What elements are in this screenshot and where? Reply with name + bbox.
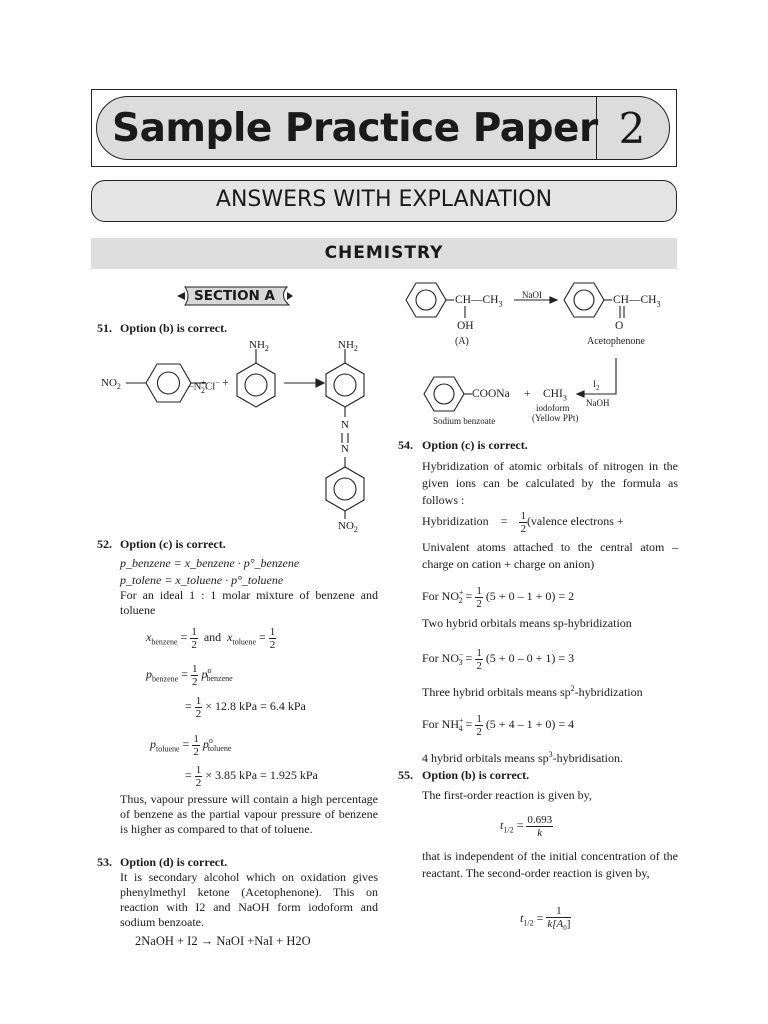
q51-no2-bottom: $NO_2$ xyxy=(338,520,358,535)
scheme-carbonyl-o: O xyxy=(615,320,624,332)
q55-text2: that is independent of the initial concentration of the reactant. The second-order reaction is given by, xyxy=(422,849,678,880)
q54-no2-note: Two hybrid orbitals means sp-hybridization xyxy=(422,616,632,630)
benzene-ring-benzoate xyxy=(424,377,464,411)
scheme-naoh: NaOH xyxy=(586,398,610,408)
q54-nh4-note: 4 hybrid orbitals means $sp^3$-hybridisation. xyxy=(422,750,623,765)
q52-number: 52. xyxy=(97,537,112,551)
q55-second-order-formula: $t_{1/2}$ = $\frac{1}{k[A_0]}$ xyxy=(520,904,571,932)
scheme-coona: COONa xyxy=(472,388,510,400)
q52-p-benzene-value: = $\frac{1}{2}$ × 12.8 kPa = 6.4 kPa xyxy=(185,694,306,720)
scheme-oh: OH xyxy=(457,320,474,332)
scheme-a-sidechain: $CH—CH_3$ xyxy=(455,294,503,309)
paper-title: Sample Practice Paper xyxy=(112,106,598,151)
q51-plus: + xyxy=(222,375,229,389)
q55-text1: The first-order reaction is given by, xyxy=(422,788,592,802)
q52-p-toluene: $p_{toluene}$ = $\frac{1}{2}$ $p^o_{toluene}$ xyxy=(150,732,232,758)
q51-answer: Option (b) is correct. xyxy=(120,321,228,335)
scheme-plus: + xyxy=(524,388,531,400)
scheme-acetophenone-label: Acetophenone xyxy=(587,336,645,347)
q52-eq2: p_tolene = x_toluene · p°_toluene xyxy=(120,573,284,587)
q51-azo-n2: N xyxy=(341,443,349,455)
q54-nh4-calc: For $NH^+_4$ = $\frac{1}{2}$ (5 + 4 – 1 + 0) = 4 xyxy=(422,712,575,738)
benzene-ring-middle xyxy=(237,363,275,407)
q55-number: 55. xyxy=(398,768,413,782)
scheme-i2: $I_2$ xyxy=(593,379,600,392)
q54-intro: Hybridization of atomic orbitals of nitrogen in the given ions can be calculated by the formula as follows : xyxy=(422,459,678,507)
scheme-sodium-benzoate: Sodium benzoate xyxy=(433,416,496,426)
q52-eq1: p_benzene = x_benzene · p°_benzene xyxy=(120,556,300,570)
q53-text: It is secondary alcohol which on oxidation gives phenylmethyl ketone (Acetophenone). This on reaction with I2 and NaOH form iodoform and sodium benzoate. xyxy=(120,870,378,929)
q54-no3-calc: For $NO^-_3$ = $\frac{1}{2}$ (5 + 0 – 0 + 1) = 3 xyxy=(422,646,575,672)
benzene-ring-product-bottom xyxy=(326,467,364,511)
scheme-acetophenone-sidechain: $CH—CH_3$ xyxy=(613,294,661,309)
scheme-a-label: (A) xyxy=(455,336,469,347)
q55-answer: Option (b) is correct. xyxy=(422,768,530,782)
subject-heading: CHEMISTRY xyxy=(91,238,677,269)
benzene-ring-acetophenone xyxy=(564,283,604,317)
benzene-ring-product-top xyxy=(326,363,364,407)
scheme-chi3: $CHI_3$ xyxy=(543,388,567,403)
q51-number: 51. xyxy=(97,321,112,335)
q55-first-order-formula: $t_{1/2}$ = $\frac{0.693}{k}$ xyxy=(500,813,553,839)
q52-text1: For an ideal 1 : 1 molar mixture of benzene and toluene xyxy=(120,588,378,617)
benzene-ring-left xyxy=(146,364,191,402)
paper-number: 2 xyxy=(618,104,646,153)
q52-p-benzene: $p_{benzene}$ = $\frac{1}{2}$ $p^o_{benzene}$ xyxy=(146,662,233,688)
q51-azo-n1: N xyxy=(341,419,349,431)
scheme-yellow-ppt: (Yellow PPt) xyxy=(532,413,579,423)
q53-answer: Option (d) is correct. xyxy=(120,855,228,869)
benzene-ring-a xyxy=(406,283,446,317)
q51-structure xyxy=(96,335,386,540)
q54-hyb-formula: Hybridization = $\frac{1}{2}$ (valence electrons + xyxy=(422,509,624,535)
q52-conclusion: Thus, vapour pressure will contain a high percentage of benzene as the partial vapour pressure of benzene is higher as compared to that of toluene. xyxy=(120,792,378,836)
q54-no2-calc: For $NO^+_2$ = $\frac{1}{2}$ (5 + 0 – 1 + 0) = 2 xyxy=(422,584,575,610)
q54-answer: Option (c) is correct. xyxy=(422,438,528,452)
q52-p-toluene-value: = $\frac{1}{2}$ × 3.85 kPa = 1.925 kPa xyxy=(185,763,318,789)
scheme-naoi: NaOI xyxy=(522,290,542,300)
q51-nh2-reactant: $NH_2$ xyxy=(249,339,269,354)
q53-equation: 2NaOH + I2 → NaOI +NaI + H2O xyxy=(135,934,311,948)
q53-number: 53. xyxy=(97,855,112,869)
q54-no3-note: Three hybrid orbitals means $sp^2$-hybridization xyxy=(422,684,643,699)
q52-answer: Option (c) is correct. xyxy=(120,537,226,551)
q52-x-line: $x_{benzene}$ = $\frac{1}{2}$ and $x_{toluene}$ = $\frac{1}{2}$ xyxy=(146,625,276,651)
section-label: SECTION A xyxy=(194,288,276,304)
q51-no2-left: $NO_2$ xyxy=(101,377,121,392)
q54-number: 54. xyxy=(398,438,413,452)
scheme-iodoform: iodoform xyxy=(536,403,570,413)
q51-nh2-product: $NH_2$ xyxy=(338,339,358,354)
answers-heading: ANSWERS WITH EXPLANATION xyxy=(91,180,677,222)
q51-diazonium: $-N^+_2Cl^-$ xyxy=(188,378,220,395)
q54-hyb-continued: Univalent atoms attached to the central atom – charge on cation + charge on anion) xyxy=(422,540,678,571)
